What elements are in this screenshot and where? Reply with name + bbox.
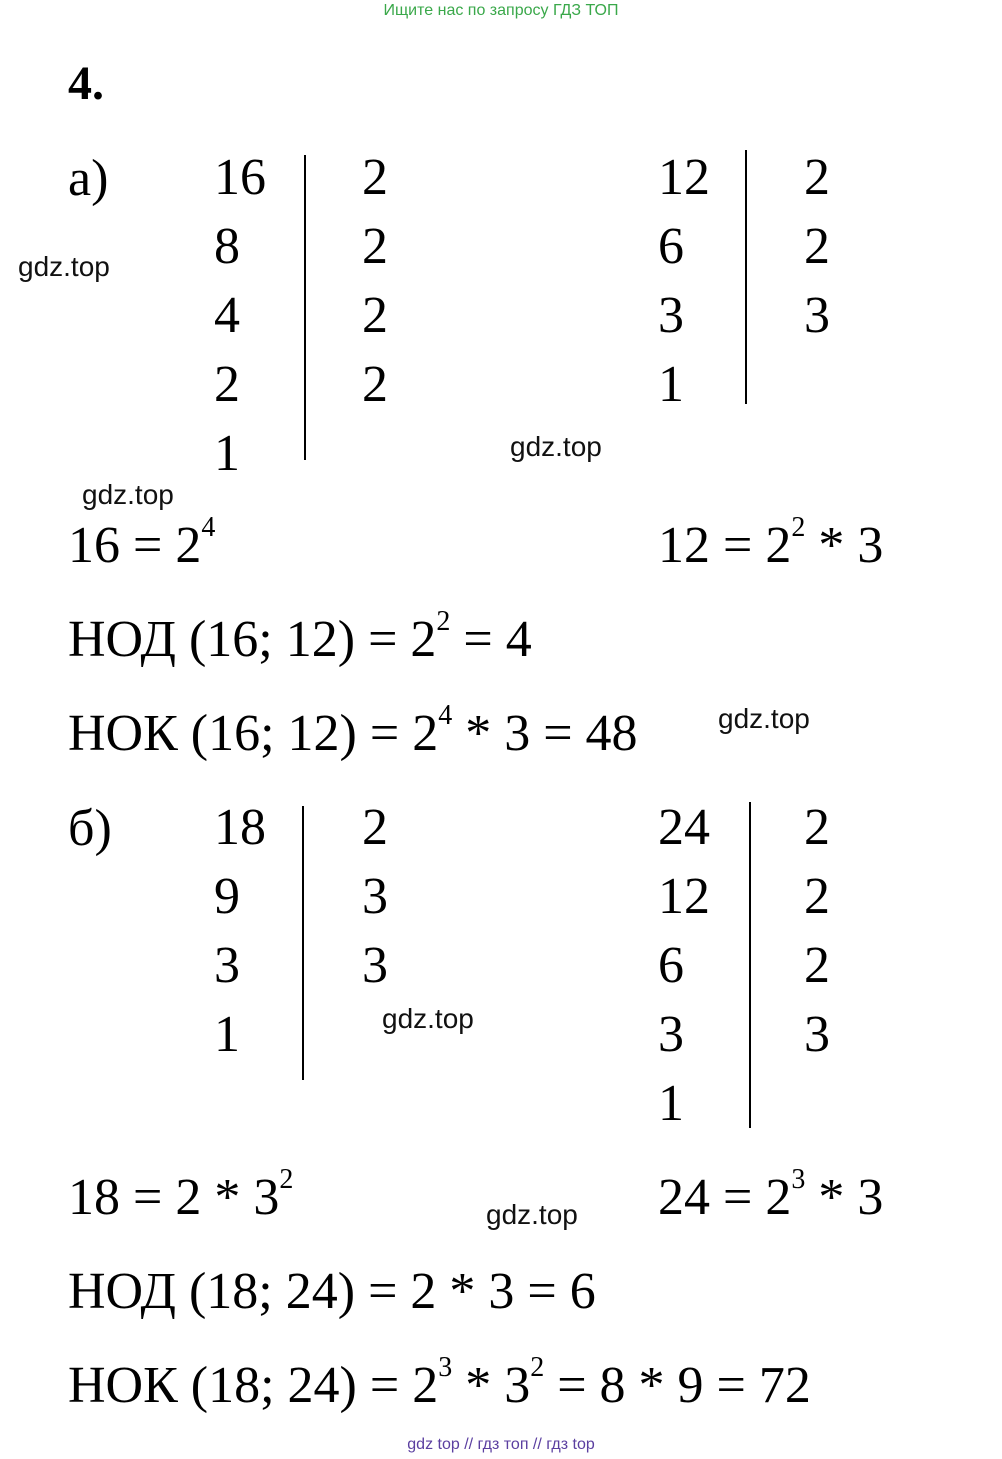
search-banner: Ищите нас по запросу ГДЗ ТОП: [383, 2, 619, 19]
division-line: [302, 806, 304, 1080]
part-b-left-divisors: [362, 793, 388, 1000]
watermark: gdz.top: [18, 251, 110, 282]
number: 4: [214, 287, 240, 344]
number: 3: [658, 287, 684, 344]
number: 12: [658, 149, 710, 206]
divisor: 2: [362, 356, 388, 413]
division-line: [749, 802, 751, 1128]
divisor: 3: [804, 287, 830, 344]
part-a-factorization-12: $12 = 2^2 * 3$: [658, 512, 884, 574]
divisor: 2: [804, 799, 830, 856]
number: 1: [658, 356, 684, 413]
number: 6: [658, 218, 684, 275]
part-b-factorization-24: $24 = 2^3 * 3$: [658, 1164, 884, 1226]
divisor: 2: [362, 287, 388, 344]
number: 1: [658, 1075, 684, 1132]
watermark: gdz.top: [510, 431, 602, 462]
footer-watermark: gdz top // гдз топ // гдз top: [407, 1436, 595, 1453]
number: 24: [658, 799, 710, 856]
divisor: 2: [362, 799, 388, 856]
watermark: gdz.top: [382, 1003, 474, 1034]
part-a-gcd: НОД (16; $12) = 2^2 = 4$: [68, 606, 532, 668]
divisor: 2: [804, 937, 830, 994]
part-b-right-divisors: [804, 793, 830, 1069]
divisor: 3: [362, 868, 388, 925]
divisor: 2: [804, 868, 830, 925]
part-a-label: а): [68, 150, 109, 207]
part-a-left-divisors: [362, 143, 388, 419]
part-b-left-divided: [214, 793, 266, 1069]
number: 12: [658, 868, 710, 925]
divisor: 2: [804, 218, 830, 275]
watermark: gdz.top: [486, 1199, 578, 1230]
divisor: 2: [804, 149, 830, 206]
number: 3: [658, 1006, 684, 1063]
number: 8: [214, 218, 240, 275]
part-a-factorization-16: $16 = 2^4$: [68, 512, 216, 574]
number: 9: [214, 868, 240, 925]
number: 18: [214, 799, 266, 856]
part-a-right-divided: [658, 143, 710, 419]
number: 1: [214, 425, 240, 482]
part-b-gcd: НОД (18; 24) = 2 * 3 = 6: [68, 1263, 596, 1320]
divisor: 3: [804, 1006, 830, 1063]
divisor: 2: [362, 149, 388, 206]
part-b-factorization-18: $18 = 2 * 3^2$: [68, 1164, 294, 1226]
part-b-lcm: НОК (18; $24) = 2^3 * 3^2 = 8 * 9 = 72$: [68, 1352, 811, 1414]
watermark: gdz.top: [82, 479, 174, 510]
part-a-lcm: НОК (16; $12) = 2^4 * 3 = 48$: [68, 700, 638, 762]
number: 2: [214, 356, 240, 413]
part-a-left-divided: [214, 143, 266, 488]
division-line: [745, 150, 747, 404]
divisor: 3: [362, 937, 388, 994]
part-b-right-divided: [658, 793, 710, 1138]
number: 1: [214, 1006, 240, 1063]
number: 6: [658, 937, 684, 994]
number: 16: [214, 149, 266, 206]
part-b-label: б): [68, 800, 112, 857]
number: 3: [214, 937, 240, 994]
task-number: 4.: [68, 57, 104, 110]
division-line: [304, 155, 306, 460]
part-a-right-divisors: [804, 143, 830, 350]
divisor: 2: [362, 218, 388, 275]
watermark: gdz.top: [718, 703, 810, 734]
